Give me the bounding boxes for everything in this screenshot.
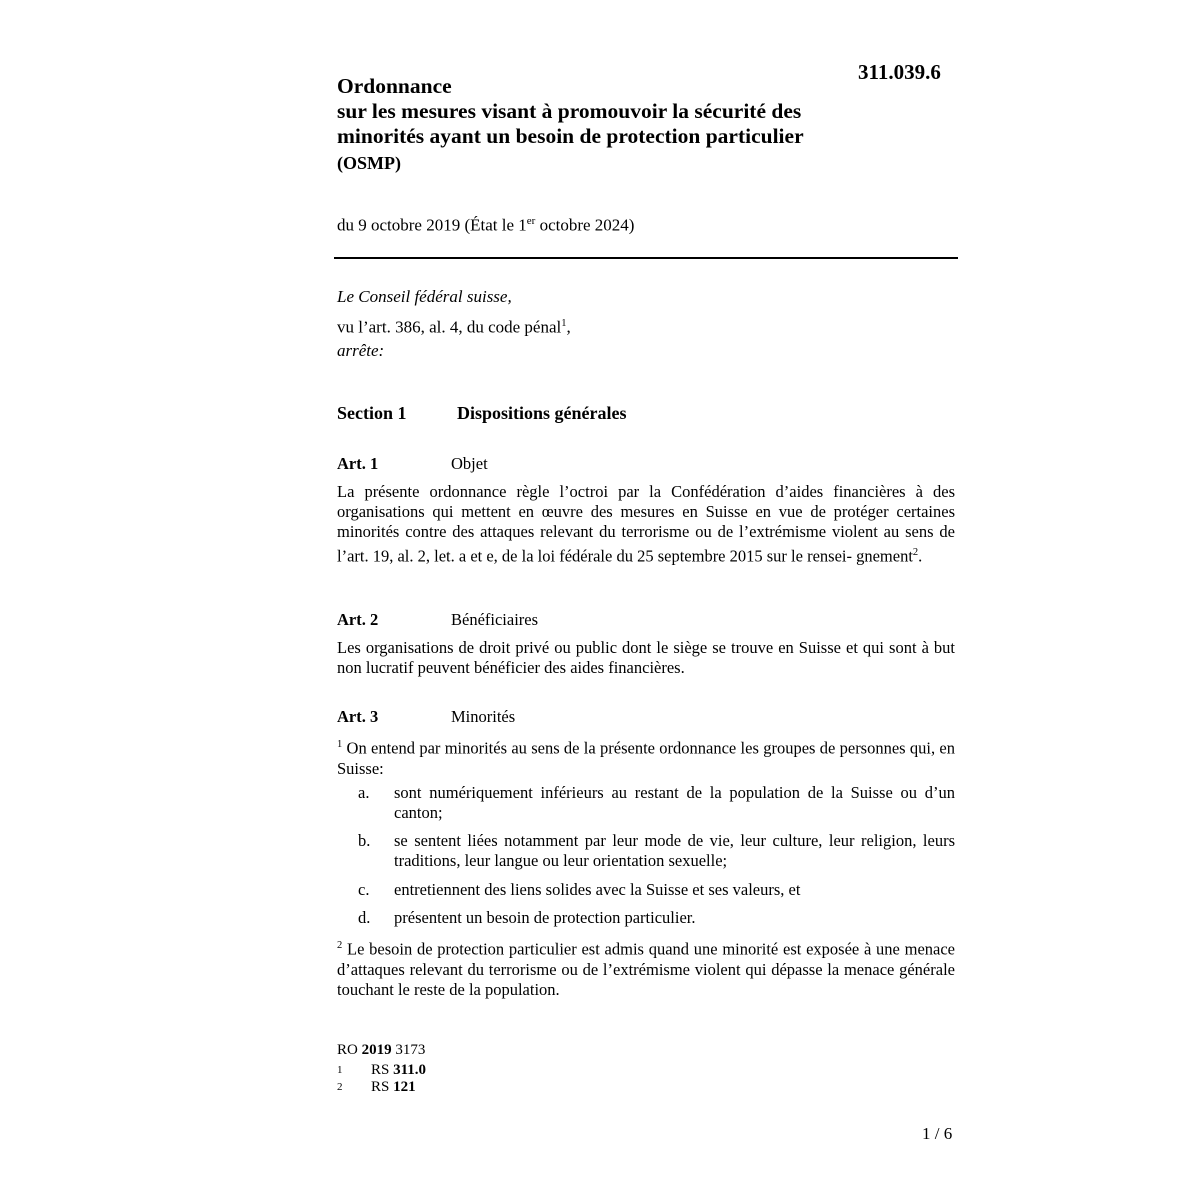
sr-number: 311.039.6: [858, 60, 941, 84]
preamble-basis-text: vu l’art. 386, al. 4, du code pénal: [337, 317, 562, 337]
list-letter: d.: [358, 908, 371, 927]
list-letter: c.: [358, 880, 370, 899]
article-heading: [337, 610, 538, 630]
article-1-body: La présente ordonnance règle l’octroi par la Confédération d’aides financières à des organisations qui mettent en œuvre des mesures en Suisse en vue de protéger certaines minorités contre des attaques relevant du terrorisme ou de l’extrémisme violent au sens de l’art. 19, al. 2, let. a et e, de la loi fédérale du 25 septembre 2015 sur le rensei- gnement: [337, 482, 955, 566]
article-3-paragraph-2: [337, 936, 955, 1000]
preamble-decree: arrête:: [337, 341, 385, 360]
preamble-basis-end: ,: [566, 317, 571, 337]
title-abbreviation: (OSMP): [337, 153, 401, 173]
article-2-text: Les organisations de droit privé ou public dont le siège se trouve en Suisse et qui sont à but non lucratif peuvent bénéficier des aides financières.: [337, 638, 955, 678]
article-title: Bénéficiaires: [451, 610, 539, 629]
date-suffix: octobre 2024): [535, 215, 635, 235]
date-sup: er: [526, 215, 536, 227]
paragraph-number: 1: [337, 739, 343, 750]
list-text: se sentent liées notamment par leur mode de vie, leur culture, leur religion, leurs traditions, leur langue ou leur orientation sexuelle;: [394, 831, 955, 871]
ro-year: 2019: [361, 1042, 392, 1058]
paragraph-number: 2: [337, 940, 343, 951]
list-letter: b.: [358, 831, 371, 850]
ro-page: 3173: [391, 1042, 426, 1058]
footnote-prefix: RS: [371, 1079, 394, 1095]
preamble-basis: [337, 314, 957, 338]
article-heading: [337, 454, 488, 474]
footnote-number: 1: [337, 1064, 343, 1076]
article-1-text: [337, 482, 955, 566]
footnote-ref-1[interactable]: 1: [561, 318, 567, 329]
section-number: Section 1: [337, 403, 407, 423]
title-line-3: minorités ayant un besoin de protection particulier: [337, 124, 804, 148]
footnote-ref-2[interactable]: 2: [912, 546, 919, 558]
document-title: [337, 74, 897, 149]
ro-prefix: RO: [337, 1042, 362, 1058]
list-letter: a.: [358, 783, 370, 802]
document-date: [337, 215, 634, 236]
list-text: présentent un besoin de protection particulier.: [394, 908, 696, 927]
article-title: Minorités: [451, 707, 516, 726]
publication-reference: [337, 1042, 425, 1059]
footnote-prefix: RS: [371, 1062, 394, 1078]
article-number: Art. 1: [337, 454, 379, 473]
paragraph-text: On entend par minorités au sens de la présente ordonnance les groupes de personnes qui, en Suisse:: [337, 738, 955, 778]
footnote-link[interactable]: 121: [393, 1079, 416, 1095]
article-number: Art. 3: [337, 707, 379, 726]
date-prefix: du 9 octobre 2019 (État le 1: [337, 215, 527, 235]
article-1-end: .: [918, 546, 923, 566]
paragraph-text: Le besoin de protection particulier est admis quand une minorité est exposée à une menace d’attaques relevant du terrorisme ou de l’extrémisme violent qui dépasse la menace générale touchant le reste de la population.: [337, 939, 955, 999]
footnote: [337, 1062, 426, 1079]
title-line-2: sur les mesures visant à promouvoir la sécurité des: [337, 99, 802, 123]
article-heading: [337, 707, 515, 727]
title-line-1: Ordonnance: [337, 74, 452, 98]
footnote-link[interactable]: 311.0: [393, 1062, 427, 1078]
footnote: [337, 1079, 416, 1096]
article-title: Objet: [451, 454, 488, 473]
page-number: 1 / 6: [922, 1124, 953, 1143]
list-text: entretiennent des liens solides avec la Suisse et ses valeurs, et: [394, 880, 801, 899]
header-divider: [334, 257, 958, 259]
footnote-number: 2: [337, 1081, 343, 1093]
preamble-authority: Le Conseil fédéral suisse,: [337, 287, 512, 306]
list-text: sont numériquement inférieurs au restant de la population de la Suisse ou d’un canton;: [394, 783, 955, 823]
article-number: Art. 2: [337, 610, 379, 629]
article-3-paragraph-1: [337, 735, 955, 779]
section-heading: [337, 403, 627, 424]
section-title: Dispositions générales: [457, 403, 627, 423]
